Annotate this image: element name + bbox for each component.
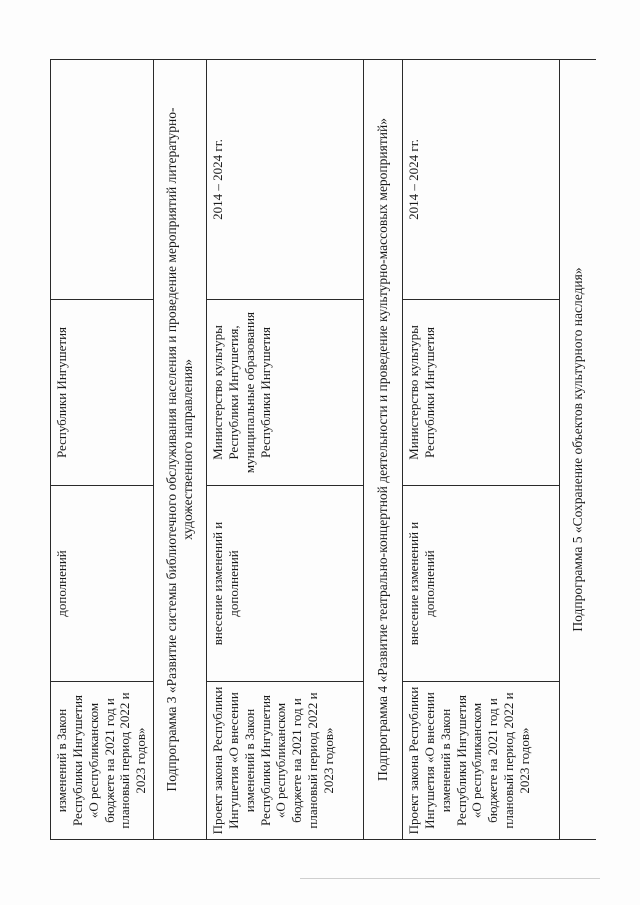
table-row — [403, 60, 560, 840]
cell-action: внесение изменений и дополнений — [403, 486, 560, 682]
program-table — [50, 59, 596, 840]
cell-period: 2014 – 2024 гг. — [207, 60, 364, 300]
subprogram-heading-row — [154, 60, 207, 840]
subprogram-heading-row — [364, 60, 403, 840]
subprogram-5-heading: Подпрограмма 5 «Сохранение объектов культурного наследия» — [560, 60, 597, 840]
cell-action: внесение изменений и дополнений — [207, 486, 364, 682]
subprogram-3-heading: Подпрограмма 3 «Развитие системы библиотечного обслуживания населения и проведение мероприятий литературно-художественного направления» — [154, 60, 207, 840]
cell-responsible: Министерство культуры Республики Ингушетия — [403, 300, 560, 486]
table-row — [207, 60, 364, 840]
cell-document: изменений в Закон Республики Ингушетия «О республиканском бюджете на 2021 год и плановый период 2022 и 2023 годов» — [51, 682, 154, 840]
cell-document: Проект закона Республики Ингушетия «О внесении изменений в Закон Республики Ингушетия «О республиканском бюджете на 2021 год и плановый период 2022 и 2023 годов» — [207, 682, 364, 840]
rotated-document — [50, 60, 585, 840]
cell-period: 2014 – 2024 гг. — [403, 60, 560, 300]
cell-responsible: Министерство культуры Республики Ингушетия, муниципальные образования Республики Ингушетия — [207, 300, 364, 486]
table-row — [51, 60, 154, 840]
cell-document: Проект закона Республики Ингушетия «О внесении изменений в Закон Республики Ингушетия «О республиканском бюджете на 2021 год и плановый период 2022 и 2023 годов» — [403, 682, 560, 840]
subprogram-heading-row — [560, 60, 597, 840]
scan-artifact-line — [300, 878, 600, 879]
cell-responsible: Республики Ингушетия — [51, 300, 154, 486]
cell-period — [51, 60, 154, 300]
subprogram-4-heading: Подпрограмма 4 «Развитие театрально-концертной деятельности и проведение культурно-массовых мероприятий» — [364, 60, 403, 840]
cell-action: дополнений — [51, 486, 154, 682]
